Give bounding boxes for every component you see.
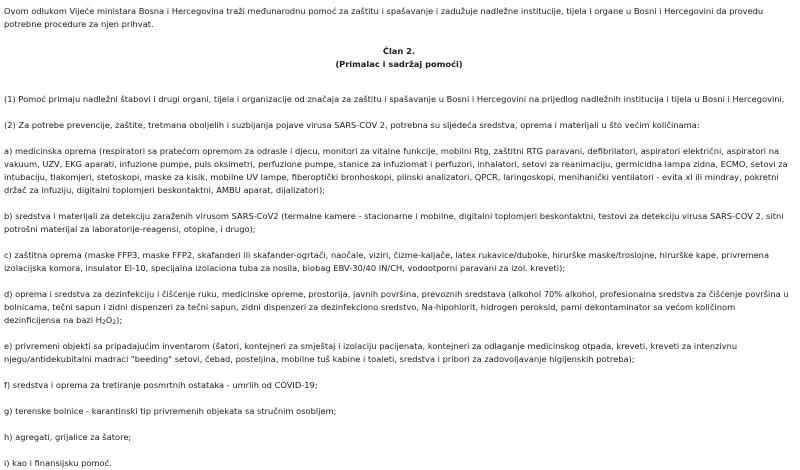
article-title: Član 2. [382,46,416,56]
item-e: e) privremeni objekti sa pripadajućim inventarom (šatori, kontejneri za smještaj i izolaciju pacijenata, kontejneri za odlaganje medicinskog otpada, kreveti, kreveti za intenzivnu njegu/antidekubitalni madraci "beeding" setovi, ćebad, posteljina, mobilne tuš kabine i toaleti, sredstva i pribori za zadovoljavanje higijenskih potreba); [4,341,738,364]
item-a: a) medicinska oprema (respiratori sa pratećom opremom za odrasle i djecu, monitori za vitalne funkcije, mobilni Rtg, zaštitni RTG paravani, defibrilatori, aspiratori električni, aspiratori na vakuum, UZV, EKG aparati, infuzione pumpe, puls oksimetri, perfuzione pumpe, stanice za infuziomat i perfuzori, inhalatori, setovi za reanimaciju, germicidna lampa zidna, ECMO, setovi za intubaciju, tlakomjeri, stetoskopi, maske za kisik, mobilne UV lampe, fiberoptički bronhoskopi, plinski analizatori, QPCR, laringoskopi, menihanički ventilatori - evita xl ili mindray, pokretni držač za infuziju, digitalni toplomjeri beskontaktni, AMBU aparat, dijalizatori); [4,146,788,195]
item-d-text: d) oprema i sredstva za dezinfekciju i čišćenje ruku, medicinske opreme, prostorija, javnih površina, prevoznih sredstava (alkohol 70% alkohol, profesionalna sredstva za čišćenje površina u bolnicama, tečni sapun i zidni dispenzeri za tečni sapun, zidni dispenzeri za dezinfekciono sredstvo, Na-hipohlorit, hidrogen peroksid, parni dekontaminator sa većom količinom dezinficijensa na bazi H [4,289,789,325]
item-f: f) sredstva i oprema za tretiranje posmrtnih ostataka - umrlih od COVID-19; [4,380,318,390]
article-subtitle: (Primalac i sadržaj pomoći) [335,59,463,69]
item-h: h) agregati, grijalice za šatore; [4,432,132,442]
paragraph-2: (2) Za potrebe prevencije, zaštite, tretmana oboljelih i suzbijanja pojave virusa SARS-COV 2, potrebna su sljedeća sredstva, oprema i materijali u što većim količinama: [4,120,700,130]
item-d-mid: O [105,315,113,325]
document-body [4,0,794,470]
item-c: c) zaštitna oprema (maske FFP3, maske FFP2, skafanderi ili skafander-ogrtači, naočale, viziri, čizme-kaljače, latex rukavice/duboke, hirurške maske/troslojne, hirurške kape, privremena izolacijska komora, insulator EI-10, specijalna izolaciona tuba za nosila, biobag EBV-30/40 IN/CH, vodootporni paravani za izol. kreveti); [4,250,770,273]
paragraph-1: (1) Pomoć primaju nadležni štabovi i drugi organi, tijela i organizacije od značaja za zaštitu i spašavanje u Bosni i Hercegovini na prijedlog nadležnih institucija i tijela u Bosni i Hercegovini. [4,94,785,104]
item-g: g) terenske bolnice - karantinski tip privremenih objekata sa stručnim osobljem; [4,406,337,416]
item-d-subscript: 2 [101,319,106,326]
item-d [4,288,794,327]
item-d-end: ); [116,315,123,325]
item-d-subscript-2: 2 [112,319,117,326]
intro-paragraph: Ovom odlukom Vijeće ministara Bosna i Hercegovina traži međunarodnu pomoć za zaštitu i spašavanje i zadužuje nadležne institucije, tijela i organe u Bosni i Hercegovini da provedu potrebne procedure za njen prihvat. [4,6,764,29]
item-b: b) sredstva i materijali za detekciju zaraženih virusom SARS-CoV2 (termalne kamere - stacionarne i mobilne, digitalni toplomjeri beskontaktni, testovi za detekciju virusa SARS-COV 2, sitni potrošni materijal za laboratorije-reagensi, otopine, i drugo); [4,211,784,234]
item-i: i) kao i finansijsku pomoć. [4,458,112,468]
